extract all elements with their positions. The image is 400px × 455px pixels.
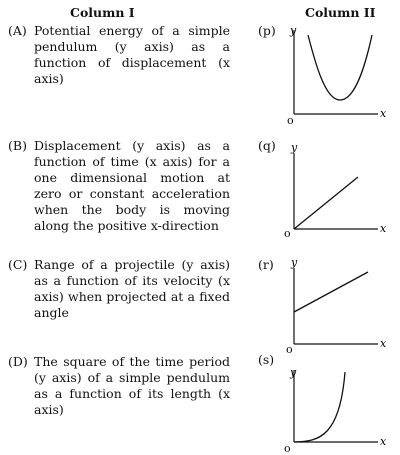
y-axis-label: y [291,256,298,269]
match-row-a [0,22,400,132]
y-axis-label: y [290,366,297,379]
origin-label: o [284,227,291,240]
row-text: Potential energy of a simple pendulum (y axis) as a function of displacement (x axis) [34,23,230,86]
row-label: (D) [8,354,28,369]
column-1-header: Column I [70,5,135,20]
graph-r [270,256,395,361]
row-label: (B) [8,138,27,153]
match-row-b [0,137,400,247]
column-2-header: Column II [305,5,376,20]
graph-label: (q) [258,138,276,153]
origin-label: o [284,442,291,455]
line [294,272,368,312]
graph-s [270,350,395,455]
match-row-d [0,353,400,455]
match-row-c [0,256,400,356]
curve [308,35,372,100]
x-axis-label: x [380,107,387,120]
row-text: Displacement (y axis) as a function of time (x axis) for a one dimensional motion at zero or constant acceleration when the body is moving along the positive x-direction [34,138,230,233]
x-axis-label: x [380,435,387,448]
curve [294,372,345,442]
row-label: (A) [8,23,27,38]
row-label: (C) [8,257,28,272]
graph-label: (s) [258,352,275,367]
line [294,177,358,229]
graph-label: (r) [258,257,274,272]
graph-q [270,139,395,244]
x-axis-label: x [380,222,387,235]
origin-label: o [287,114,294,127]
x-axis-label: x [380,337,387,350]
graph-label: (p) [258,23,276,38]
graph-p [270,22,395,127]
y-axis-label: y [290,24,297,37]
row-text: The square of the time period (y axis) of a simple pendulum as a function of its length (x axis) [34,354,230,417]
origin-label: o [286,343,293,356]
y-axis-label: y [291,141,298,154]
row-text: Range of a projectile (y axis) as a function of its velocity (x axis) when projected at a fixed angle [34,257,230,320]
